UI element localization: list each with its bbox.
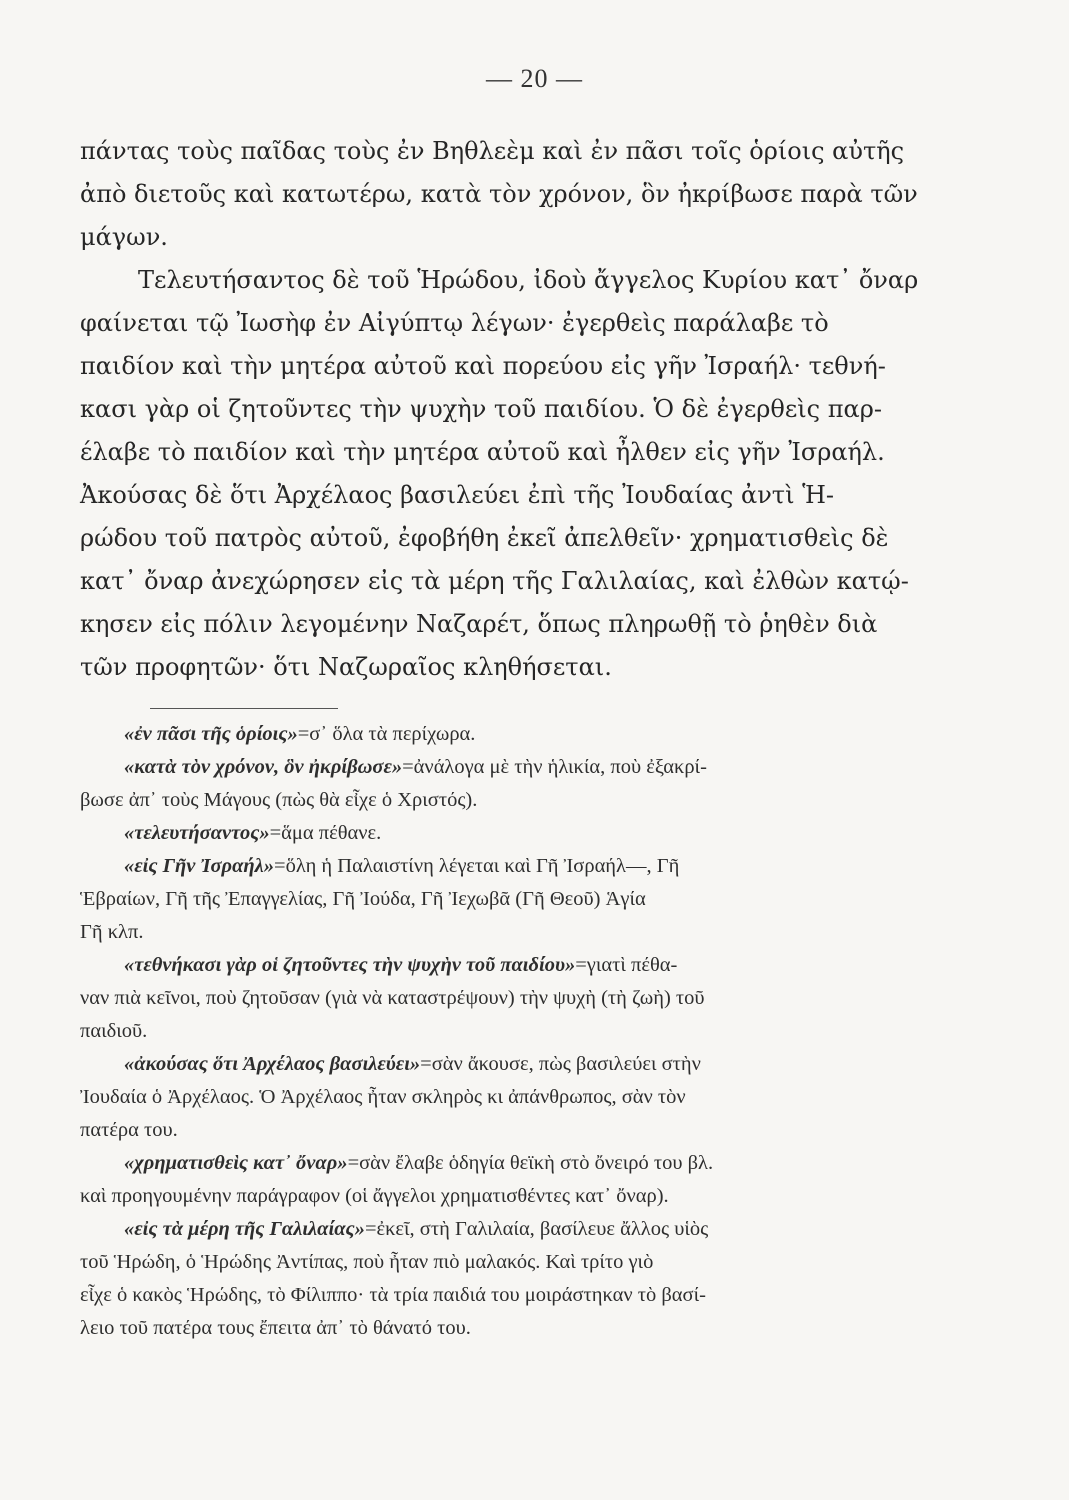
note-term: «εἰς τὰ μέρη τῆς Γαλιλαίας» bbox=[124, 1218, 365, 1240]
main-text bbox=[80, 130, 1020, 689]
note-term: «χρηματισθεὶς κατ᾽ ὄναρ» bbox=[124, 1152, 348, 1174]
text-line: πάντας τοὺς παῖδας τοὺς ἐν Βηθλεὲμ καὶ ἐν πᾶσι τοῖς ὁρίοις αὐτῆς bbox=[80, 137, 905, 165]
text-line: ἀπὸ διετοῦς καὶ κατωτέρω, κατὰ τὸν χρόνον, ὃν ἠκρίβωσε παρὰ τῶν bbox=[80, 180, 918, 208]
text-line: κησεν εἰς πόλιν λεγομένην Ναζαρέτ, ὅπως πληρωθῇ τὸ ῥηθὲν διὰ bbox=[80, 610, 878, 638]
note-term: «ἐν πᾶσι τῆς ὁρίοις» bbox=[124, 723, 298, 745]
text-line: φαίνεται τῷ Ἰωσὴφ ἐν Αἰγύπτῳ λέγων· ἐγερθεὶς παράλαβε τὸ bbox=[80, 309, 829, 337]
text-line: παιδίον καὶ τὴν μητέρα αὐτοῦ καὶ πορεύου εἰς γῆν Ἰσραήλ· τεθνή- bbox=[80, 352, 886, 380]
text-line: μάγων. bbox=[80, 223, 168, 251]
footnote-divider bbox=[150, 708, 338, 709]
note-definition: =ὅλη ἡ Παλαιστίνη λέγεται καὶ Γῆ Ἰσραήλ—, Γῆ bbox=[274, 855, 680, 877]
note-line: παιδιοῦ. bbox=[80, 1020, 148, 1042]
note-definition: =ἅμα πέθανε. bbox=[269, 822, 382, 844]
text-line: κατ᾽ ὄναρ ἀνεχώρησεν εἰς τὰ μέρη τῆς Γαλιλαίας, καὶ ἐλθὼν κατῴ- bbox=[80, 567, 909, 595]
note-definition: =γιατὶ πέθα- bbox=[575, 954, 678, 976]
note-line: εἶχε ὁ κακὸς Ἡρώδης, τὸ Φίλιππο· τὰ τρία παιδιά του μοιράστηκαν τὸ βασί- bbox=[80, 1284, 706, 1306]
note-line: πατέρα του. bbox=[80, 1119, 178, 1141]
note-definition: =ἐκεῖ, στὴ Γαλιλαία, βασίλευε ἄλλος υἱὸς bbox=[364, 1218, 709, 1240]
note-definition: =σὰν ἔλαβε ὁδηγία θεϊκὴ στὸ ὄνειρό του βλ. bbox=[347, 1152, 714, 1174]
note-line: Ἑβραίων, Γῆ τῆς Ἐπαγγελίας, Γῆ Ἰούδα, Γῆ Ἰεχωβᾶ (Γῆ Θεοῦ) Ἁγία bbox=[80, 888, 646, 910]
note-line: τοῦ Ἡρώδη, ὁ Ἡρώδης Ἀντίπας, ποὺ ἦταν πιὸ μαλακός. Καὶ τρίτο γιὸ bbox=[80, 1251, 654, 1273]
note-term: «κατὰ τὸν χρόνον, ὃν ἠκρίβωσε» bbox=[124, 756, 403, 778]
note-line: καὶ προηγουμένην παράγραφον (οἱ ἄγγελοι χρηματισθέντες κατ᾽ ὄναρ). bbox=[80, 1185, 669, 1207]
note-term: «εἰς Γῆν Ἰσραήλ» bbox=[124, 855, 275, 877]
text-line: κασι γὰρ οἱ ζητοῦντες τὴν ψυχὴν τοῦ παιδίου. Ὁ δὲ ἐγερθεὶς παρ- bbox=[80, 395, 882, 423]
note-definition: =ἀνάλογα μὲ τὴν ἡλικία, ποὺ ἐξακρί- bbox=[402, 756, 707, 778]
note-definition: =σὰν ἄκουσε, πὼς βασιλεύει στὴν bbox=[420, 1053, 701, 1075]
note-line: βωσε ἀπ᾽ τοὺς Μάγους (πὼς θὰ εἶχε ὁ Χριστός). bbox=[80, 789, 478, 811]
page-number: — 20 — bbox=[486, 64, 583, 93]
text-line: έλαβε τὸ παιδίον καὶ τὴν μητέρα αὐτοῦ καὶ ἦλθεν εἰς γῆν Ἰσραήλ. bbox=[80, 438, 885, 466]
text-line: Ἀκούσας δὲ ὅτι Ἀρχέλαος βασιλεύει ἐπὶ τῆς Ἰουδαίας ἀντὶ Ἡ- bbox=[80, 481, 835, 509]
note-term: «τελευτήσαντος» bbox=[124, 822, 270, 844]
text-line: ρώδου τοῦ πατρὸς αὐτοῦ, ἐφοβήθη ἐκεῖ ἀπελθεῖν· χρηματισθεὶς δὲ bbox=[80, 524, 889, 552]
note-line bbox=[80, 1213, 1020, 1246]
note-line bbox=[80, 949, 1020, 982]
note-line: Ἰουδαία ὁ Ἀρχέλαος. Ὁ Ἀρχέλαος ἦταν σκληρὸς κι ἀπάνθρωπος, σὰν τὸν bbox=[80, 1086, 686, 1108]
note-term: «τεθνήκασι γὰρ οἱ ζητοῦντες τὴν ψυχὴν τοῦ παιδίου» bbox=[124, 954, 576, 976]
note-line bbox=[80, 718, 1020, 751]
note-line bbox=[80, 817, 1020, 850]
note-line bbox=[80, 1048, 1020, 1081]
note-line bbox=[80, 1147, 1020, 1180]
note-line: Γῆ κλπ. bbox=[80, 921, 144, 943]
glossary-notes bbox=[80, 718, 1020, 1345]
note-line bbox=[80, 850, 1020, 883]
note-line: λειο τοῦ πατέρα τους ἔπειτα ἀπ᾽ τὸ θάνατό του. bbox=[80, 1317, 471, 1339]
note-definition: =σ᾽ ὅλα τὰ περίχωρα. bbox=[297, 723, 476, 745]
note-line: ναν πιὰ κεῖνοι, ποὺ ζητοῦσαν (γιὰ νὰ καταστρέψουν) τὴν ψυχὴ (τὴ ζωὴ) τοῦ bbox=[80, 987, 705, 1009]
note-line bbox=[80, 751, 1020, 784]
text-line: Τελευτήσαντος δὲ τοῦ Ἡρώδου, ἰδοὺ ἄγγελος Κυρίου κατ᾽ ὄναρ bbox=[138, 266, 919, 294]
text-line: τῶν προφητῶν· ὅτι Ναζωραῖος κληθήσεται. bbox=[80, 653, 612, 681]
note-term: «ἀκούσας ὅτι Ἀρχέλαος βασιλεύει» bbox=[124, 1053, 421, 1075]
